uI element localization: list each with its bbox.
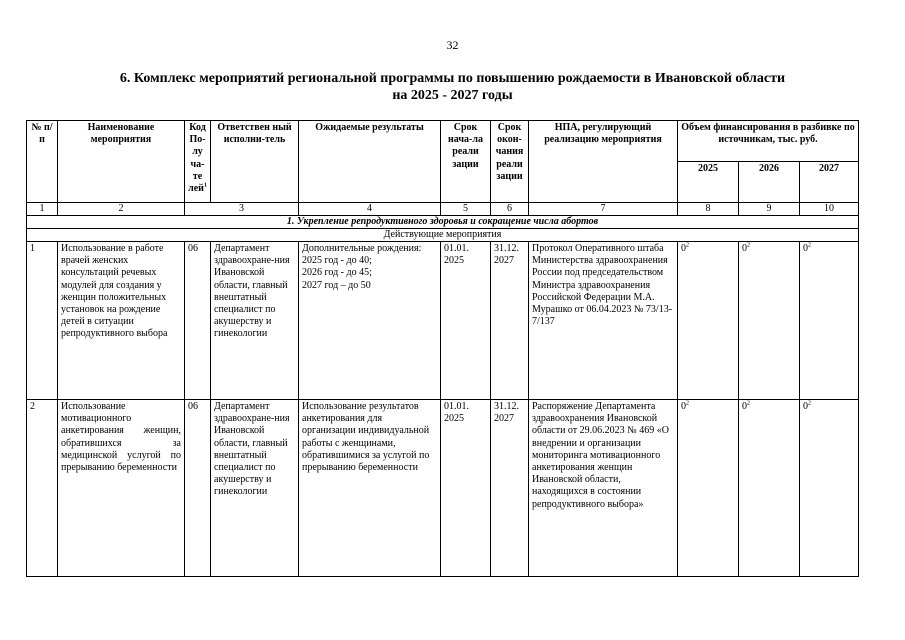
col-number: 5: [441, 203, 491, 216]
col-number: 2: [58, 203, 185, 216]
result-line: Дополнительные рождения:: [302, 243, 422, 254]
row-funding-2027: [800, 400, 859, 577]
header-code-text: Код По-лу ча-те лей: [188, 122, 206, 195]
funding-footnote: 2: [747, 400, 750, 407]
col-number: 4: [299, 203, 441, 216]
col-number: 6: [491, 203, 529, 216]
header-num: № п/п: [27, 121, 58, 203]
result-line: 2026 год - до 45;: [302, 267, 372, 279]
title-line-1: 6. Комплекс мероприятий региональной программы по повышению рождаемости в Ивановской области: [119, 71, 786, 86]
row-results: Использование результатов анкетирования для организации индивидуальной работы с женщинами, обратившимися за услугой по прерыванию беременности: [299, 400, 441, 577]
row-name: Использование в работе врачей женских консультаций речевых модулей для создания у женщин положительных установок на рождение детей в ситуации репродуктивного выбора: [58, 242, 185, 400]
row-name: Использование мотивационного анкетирования женщин, обратившихся за медицинской услугой по прерыванию беременности: [58, 400, 185, 577]
col-number: 8: [678, 203, 739, 216]
row-funding-2026: [739, 242, 800, 400]
header-name: Наименование мероприятия: [58, 121, 185, 203]
header-row: [27, 121, 859, 162]
header-end: Срок окон-чания реали зации: [491, 121, 529, 203]
subsection-row: [27, 229, 859, 242]
row-funding-2027: [800, 242, 859, 400]
col-number: 10: [800, 203, 859, 216]
col-number: 7: [529, 203, 678, 216]
row-npa: Распоряжение Департамента здравоохранения Ивановской области от 29.06.2023 № 469 «О внедрении и организации мониторинга мотивационного анкетирования женщин Ивановской области, находящихся в состоянии репродуктивного выбора»: [529, 400, 678, 577]
col-number: 3: [185, 203, 299, 216]
header-year-2025: 2025: [678, 162, 739, 203]
row-results: [299, 242, 441, 400]
row-funding-2025: [678, 400, 739, 577]
funding-value: 0: [681, 401, 686, 412]
row-end: 31.12. 2027: [491, 242, 529, 400]
row-funding-2026: [739, 400, 800, 577]
title-line-2: на 2025 - 2027 годы: [392, 88, 513, 103]
funding-value: 0: [803, 401, 808, 412]
col-number: 9: [739, 203, 800, 216]
col-number: 1: [27, 203, 58, 216]
row-code: 06: [185, 400, 211, 577]
row-start: 01.01. 2025: [441, 400, 491, 577]
header-year-2027: 2027: [800, 162, 859, 203]
row-num: 2: [27, 400, 58, 577]
header-start: Срок нача-ла реали зации: [441, 121, 491, 203]
row-end: 31.12. 2027: [491, 400, 529, 577]
row-funding-2025: [678, 242, 739, 400]
section-row: [27, 216, 859, 229]
result-line: 2025 год - до 40;: [302, 255, 372, 267]
row-num: 1: [27, 242, 58, 400]
header-year-2026: 2026: [739, 162, 800, 203]
page-number: 32: [446, 38, 459, 52]
header-results: Ожидаемые результаты: [299, 121, 441, 203]
funding-value: 0: [681, 243, 686, 254]
table-row: [27, 242, 859, 400]
funding-value: 0: [742, 243, 747, 254]
row-code: 06: [185, 242, 211, 400]
header-responsible: Ответствен ный исполни-тель: [211, 121, 299, 203]
section-title: 1. Укрепление репродуктивного здоровья и сокращение числа абортов: [27, 216, 859, 229]
header-code: [185, 121, 211, 203]
row-npa: Протокол Оперативного штаба Министерства здравоохранения России под председательством Министра здравоохранения Российской Федерации М.А. Мурашко от 06.04.2023 № 73/13-7/137: [529, 242, 678, 400]
funding-footnote: 2: [808, 400, 811, 407]
row-start: 01.01. 2025: [441, 242, 491, 400]
funding-footnote: 2: [747, 242, 750, 249]
header-npa: НПА, регулирующий реализацию мероприятия: [529, 121, 678, 203]
column-numbers-row: [27, 203, 859, 216]
row-responsible: Департамент здравоохране-ния Ивановской области, главный внештатный специалист по акушерству и гинекологии: [211, 400, 299, 577]
subsection-title: Действующие мероприятия: [27, 229, 859, 242]
header-funding: Объем финансирования в разбивке по источникам, тыс. руб.: [678, 121, 859, 162]
result-line: 2027 год – до 50: [302, 279, 371, 291]
page-title: [40, 70, 865, 104]
funding-value: 0: [803, 243, 808, 254]
table-row: [27, 400, 859, 577]
funding-footnote: 2: [808, 242, 811, 249]
funding-value: 0: [742, 401, 747, 412]
header-code-footnote: 1: [203, 182, 207, 189]
row-responsible: Департамент здравоохране-ния Ивановской области, главный внештатный специалист по акушерству и гинекологии: [211, 242, 299, 400]
measures-table: [26, 120, 859, 577]
funding-footnote: 2: [686, 242, 689, 249]
funding-footnote: 2: [686, 400, 689, 407]
